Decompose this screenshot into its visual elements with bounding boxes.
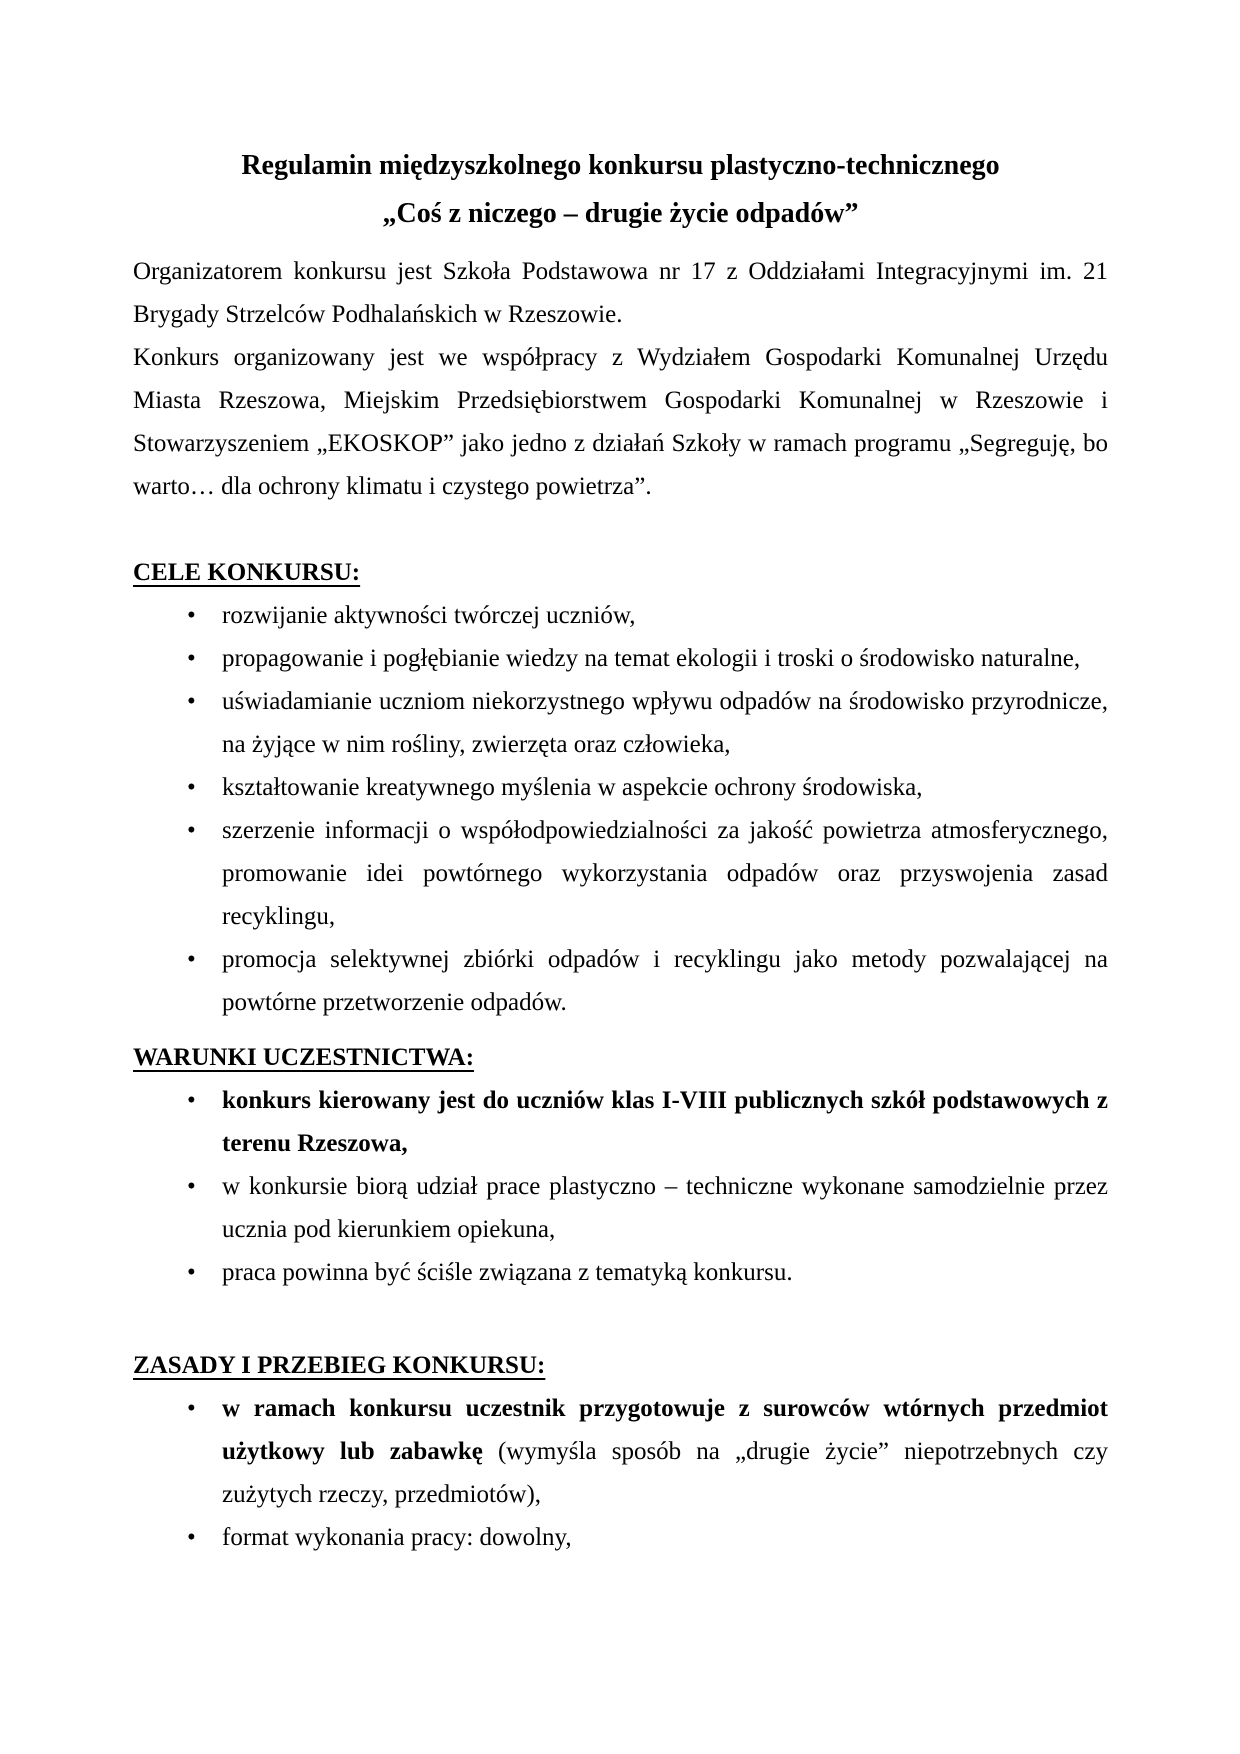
list-item	[133, 1516, 1108, 1559]
section-heading-text: CELE KONKURSU:	[133, 559, 361, 586]
list-item	[133, 680, 1108, 766]
list-item	[133, 1251, 1108, 1294]
section-heading-cele-konkursu	[133, 551, 1108, 594]
bullet-icon: •	[187, 774, 196, 801]
list-item	[133, 637, 1108, 680]
bullet-bold-run: w ramach konkursu uczestnik przygotowuje z surowców wtórnych przedmiot użytkowy lub zabawkę	[222, 1395, 1108, 1465]
bullet-icon: •	[187, 946, 196, 973]
bullet-text: promocja selektywnej zbiórki odpadów i recyklingu jako metody pozwalającej na powtórne przetworzenie odpadów.	[222, 946, 1108, 1016]
bullet-icon: •	[187, 1087, 196, 1114]
bullet-icon: •	[187, 602, 196, 629]
list-item	[133, 938, 1108, 1024]
list-item	[133, 809, 1108, 938]
bullet-icon: •	[187, 1259, 196, 1286]
bullet-icon: •	[187, 817, 196, 844]
bullet-text: (wymyśla sposób na „drugie życie” niepotrzebnych czy zużytych rzeczy, przedmiotów),	[222, 1438, 1108, 1508]
list-item	[133, 766, 1108, 809]
bullet-icon: •	[187, 1524, 196, 1551]
bullet-text: format wykonania pracy: dowolny,	[222, 1524, 572, 1551]
bullet-text: uświadamianie uczniom niekorzystnego wpływu odpadów na środowisko przyrodnicze, na żyjące w nim rośliny, zwierzęta oraz człowieka,	[222, 688, 1108, 758]
section-heading-text: WARUNKI UCZESTNICTWA:	[133, 1044, 475, 1071]
bullet-icon: •	[187, 1395, 196, 1422]
document-title-line-1: Regulamin międzyszkolnego konkursu plastyczno-technicznego	[241, 150, 1000, 181]
list-item	[133, 1165, 1108, 1251]
list-item	[133, 1387, 1108, 1516]
bullet-icon: •	[187, 1173, 196, 1200]
intro-paragraph-organizer: Organizatorem konkursu jest Szkoła Podstawowa nr 17 z Oddziałami Integracyjnymi im. 21 Brygady Strzelców Podhalańskich w Rzeszowie.	[133, 258, 1108, 328]
bullet-text: propagowanie i pogłębianie wiedzy na temat ekologii i troski o środowisko naturalne,	[222, 645, 1081, 672]
bullet-text: praca powinna być ściśle związana z tematyką konkursu.	[222, 1259, 793, 1286]
bullet-text: w konkursie biorą udział prace plastyczno – techniczne wykonane samodzielnie przez ucznia pod kierunkiem opiekuna,	[222, 1173, 1108, 1243]
list-item	[133, 1079, 1108, 1165]
section-heading-text: ZASADY I PRZEBIEG KONKURSU:	[133, 1352, 546, 1379]
bullet-icon: •	[187, 645, 196, 672]
bullet-text: kształtowanie kreatywnego myślenia w aspekcie ochrony środowiska,	[222, 774, 923, 801]
document-title-line-2: „Coś z niczego – drugie życie odpadów”	[382, 198, 859, 229]
section-heading-warunki-uczestnictwa	[133, 1036, 1108, 1079]
bullet-text: szerzenie informacji o współodpowiedzialności za jakość powietrza atmosferycznego, promowanie idei powtórnego wykorzystania odpadów oraz przyswojenia zasad recyklingu,	[222, 817, 1108, 930]
bullet-bold-run: konkurs kierowany jest do uczniów klas I-VIII publicznych szkół podstawowych z terenu Rzeszowa,	[222, 1087, 1108, 1157]
list-item	[133, 594, 1108, 637]
bullet-text: rozwijanie aktywności twórczej uczniów,	[222, 602, 636, 629]
bullet-icon: •	[187, 688, 196, 715]
intro-paragraph-cooperation: Konkurs organizowany jest we współpracy z Wydziałem Gospodarki Komunalnej Urzędu Miasta Rzeszowa, Miejskim Przedsiębiorstwem Gospodarki Komunalnej w Rzeszowie i Stowarzyszeniem „EKOSKOP” jako jedno z działań Szkoły w ramach programu „Segreguję, bo warto… dla ochrony klimatu i czystego powietrza”.	[133, 344, 1108, 500]
section-heading-zasady-i-przebieg	[133, 1344, 1108, 1387]
